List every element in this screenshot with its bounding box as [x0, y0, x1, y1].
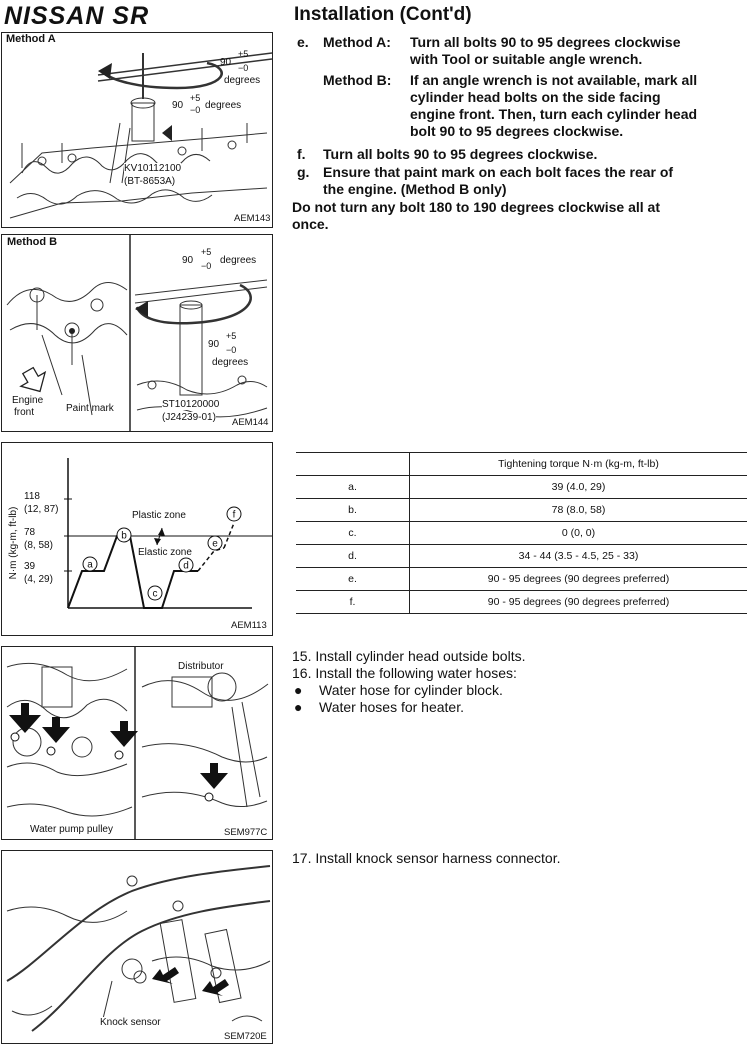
tolerance-plus: +5 [190, 93, 201, 103]
elastic-zone-label: Elastic zone [138, 547, 192, 558]
figure-code: SEM720E [224, 1031, 267, 1042]
value-cell: 90 - 95 degrees (90 degrees preferred) [410, 568, 748, 591]
step-line: the engine. (Method B only) [323, 181, 507, 197]
curve-point-label: b [121, 530, 127, 542]
figure-title: Method A [6, 33, 56, 45]
figure-code: AEM113 [231, 620, 267, 631]
figure-knock-sensor [1, 850, 273, 1044]
engine-front-label: Engine [12, 395, 44, 406]
value-cell: 90 - 95 degrees (90 degrees preferred) [410, 591, 748, 614]
step-g [297, 164, 747, 198]
value-cell: 39 (4.0, 29) [410, 476, 748, 499]
warning-note [292, 199, 747, 233]
angle-value: 90 [208, 339, 220, 350]
step-line: Turn all bolts 90 to 95 degrees clockwise. [323, 146, 598, 162]
tolerance-minus: −0 [190, 105, 201, 115]
step-key: f. [297, 146, 306, 162]
knock-sensor-label: Knock sensor [100, 1017, 161, 1028]
angle-value: 90 [182, 255, 194, 266]
method-a-illustration [2, 33, 273, 228]
step-line: Turn all bolts 90 to 95 degrees clockwise [410, 34, 681, 50]
steps-15-16 [292, 648, 742, 716]
tick-value: 39 [24, 561, 36, 572]
section-heading: Installation (Cont'd) [294, 4, 472, 25]
distributor-label: Distributor [178, 661, 224, 672]
tolerance-plus: +5 [201, 247, 212, 257]
step-cell: d. [296, 545, 410, 568]
degrees-label: degrees [224, 75, 261, 86]
tolerance-minus: −0 [226, 345, 237, 355]
curve-point-label: a [87, 559, 93, 571]
curve-point-label: e [212, 538, 218, 550]
step-16: 16. Install the following water hoses: [292, 665, 517, 681]
table-row [296, 568, 747, 591]
step-cell: e. [296, 568, 410, 591]
plastic-zone-label: Plastic zone [132, 510, 186, 521]
warning-line: Do not turn any bolt 180 to 190 degrees clockwise all at [292, 199, 660, 215]
table-row [296, 591, 747, 614]
paint-mark-label: Paint mark [66, 403, 114, 414]
step-line: Ensure that paint mark on each bolt faces the rear of [323, 164, 674, 180]
tolerance-plus: +5 [238, 49, 249, 59]
step-cell: b. [296, 499, 410, 522]
step-line: cylinder head bolts on the side facing [410, 89, 661, 105]
curve-point-label: c [152, 588, 158, 600]
knock-sensor-illustration [2, 851, 273, 1044]
degrees-label: degrees [212, 357, 249, 368]
curve-point-label: f [232, 509, 236, 521]
step-17: 17. Install knock sensor harness connector. [292, 850, 561, 866]
torque-table [296, 452, 747, 614]
table-header-cell [296, 453, 410, 476]
bullet-text: Water hoses for heater. [319, 699, 464, 715]
step-cell: f. [296, 591, 410, 614]
curve-point-label: d [183, 560, 189, 572]
step-key: g. [297, 164, 310, 180]
table-row [296, 499, 747, 522]
tolerance-minus: −0 [201, 261, 212, 271]
step-line: bolt 90 to 95 degrees clockwise. [410, 123, 624, 139]
value-cell: 34 - 44 (3.5 - 4.5, 25 - 33) [410, 545, 748, 568]
step-e-method-a [297, 34, 747, 68]
method-label: Method A: [323, 34, 391, 50]
angle-value: 90 [172, 100, 184, 111]
tool-number-alt: (J24239-01) [162, 412, 216, 423]
tick-sub: (8, 58) [24, 540, 53, 551]
figure-method-b [1, 234, 273, 432]
table-row [296, 522, 747, 545]
tolerance-minus: −0 [238, 63, 249, 73]
angle-value: 90 [220, 57, 232, 68]
figure-code: SEM977C [224, 827, 268, 838]
table-row [296, 476, 747, 499]
step-method-b [297, 72, 747, 142]
warning-line: once. [292, 216, 329, 232]
value-cell: 78 (8.0, 58) [410, 499, 748, 522]
figure-method-a [1, 32, 273, 228]
bullet-item [292, 682, 742, 699]
step-line: engine front. Then, turn each cylinder head [410, 106, 698, 122]
tick-sub: (12, 87) [24, 504, 59, 515]
table-header-cell: Tightening torque N·m (kg-m, ft-lb) [410, 453, 748, 476]
figure-water-hoses [1, 646, 273, 840]
bullet-dot: ● [294, 699, 303, 715]
tool-number: ST10120000 [162, 399, 220, 410]
step-f [297, 146, 747, 163]
step-line: If an angle wrench is not available, mark all [410, 72, 698, 88]
figure-code: AEM143 [234, 213, 271, 224]
brand-title: NISSAN SR [4, 2, 150, 30]
bullet-item [292, 699, 742, 716]
engine-front-label: front [14, 407, 35, 418]
tick-sub: (4, 29) [24, 574, 53, 585]
step-line: with Tool or suitable angle wrench. [410, 51, 643, 67]
figure-title: Method B [7, 236, 58, 248]
tool-number-alt: (BT-8653A) [124, 176, 176, 187]
degrees-label: degrees [220, 255, 257, 266]
step-cell: a. [296, 476, 410, 499]
method-label: Method B: [323, 72, 392, 88]
figure-torque-diagram [1, 442, 273, 636]
table-header-row [296, 453, 747, 476]
table-row [296, 545, 747, 568]
degrees-label: degrees [205, 100, 242, 111]
tolerance-plus: +5 [226, 331, 237, 341]
tool-number: KV10112100 [124, 163, 182, 174]
tick-value: 118 [24, 491, 40, 502]
y-axis-label: N·m (kg-m, ft-lb) [8, 506, 19, 580]
step-15: 15. Install cylinder head outside bolts. [292, 648, 526, 664]
bullet-text: Water hose for cylinder block. [319, 682, 503, 698]
water-pump-pulley-label: Water pump pulley [30, 824, 113, 835]
step-key: e. [297, 34, 309, 50]
figure-code: AEM144 [232, 417, 269, 428]
value-cell: 0 (0, 0) [410, 522, 748, 545]
water-hose-illustration [2, 647, 273, 840]
tick-value: 78 [24, 527, 36, 538]
bullet-dot: ● [294, 682, 303, 698]
step-cell: c. [296, 522, 410, 545]
